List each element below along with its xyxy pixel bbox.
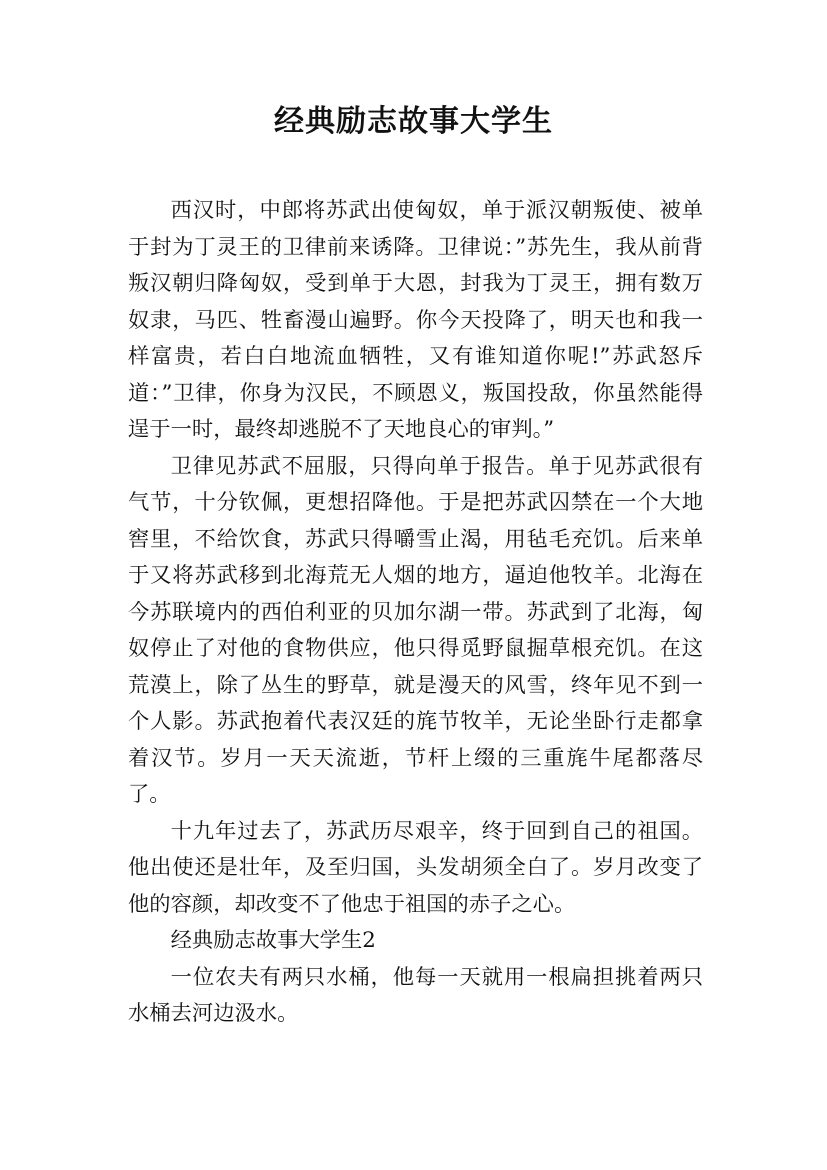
page-title: 经典励志故事大学生 [274, 104, 553, 139]
paragraph-4: 一位农夫有两只水桶，他每一天就用一根扁担挑着两只水桶去河边汲水。 [128, 964, 703, 1026]
paragraph-1: 西汉时，中郎将苏武出使匈奴，单于派汉朝叛使、被单于封为丁灵王的卫律前来诱降。卫律说：”苏先生，我从前背叛汉朝归降匈奴，受到单于大恩，封我为丁灵王，拥有数万奴隶，马匹、牲畜漫山遍野。你今天投降了，明天也和我一样富贵，若白白地流血牺牲，又有谁知道你呢!”苏武怒斥道：”卫律，你身为汉民，不顾恩义，叛国投敌，你虽然能得逞于一时，最终却逃脱不了天地良心的审判。” [128, 198, 703, 442]
document-body [128, 193, 703, 1033]
section-heading: 经典励志故事大学生2 [170, 928, 376, 953]
paragraph-2: 卫律见苏武不屈服，只得向单于报告。单于见苏武很有气节，十分钦佩，更想招降他。于是把苏武囚禁在一个大地窖里，不给饮食，苏武只得嚼雪止渴，用毡毛充饥。后来单于又将苏武移到北海荒无人烟的地方，逼迫他牧羊。北海在今苏联境内的西伯利亚的贝加尔湖一带。苏武到了北海，匈奴停止了对他的食物供应，他只得觅野鼠掘草根充饥。在这荒漠上，除了丛生的野草，就是漫天的风雪，终年见不到一个人影。苏武抱着代表汉廷的旄节牧羊，无论坐卧行走都拿着汉节。岁月一天天流逝，节杆上缀的三重旄牛尾都落尽了。 [128, 453, 703, 807]
paragraph-3: 十九年过去了，苏武历尽艰辛，终于回到自己的祖国。他出使还是壮年，及至归国，头发胡须全白了。岁月改变了他的容颜，却改变不了他忠于祖国的赤子之心。 [128, 818, 703, 917]
